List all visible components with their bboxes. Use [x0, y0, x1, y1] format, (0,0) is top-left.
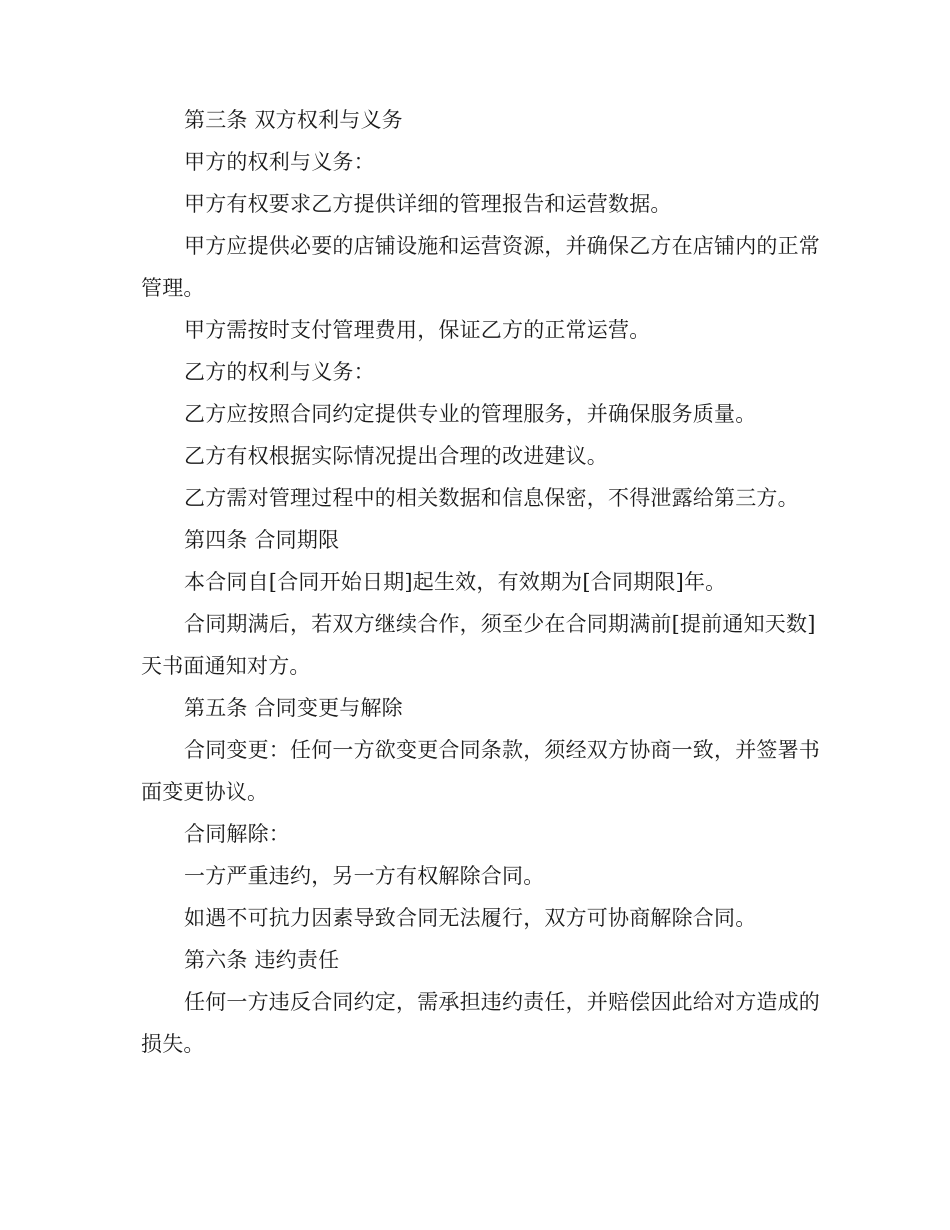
article-4-heading: 第四条 合同期限 — [184, 528, 340, 552]
article-3-heading: 第三条 双方权利与义务 — [184, 108, 403, 132]
party-b-clause-2: 乙方有权根据实际情况提出合理的改进建议。 — [184, 444, 608, 468]
article-6-heading: 第六条 违约责任 — [184, 948, 340, 972]
party-a-rights-heading: 甲方的权利与义务： — [184, 150, 375, 174]
liability-clause: 任何一方违反合同约定，需承担违约责任，并赔偿因此给对方造成的损失。 — [141, 990, 820, 1056]
term-clause-2: 合同期满后，若双方继续合作，须至少在合同期满前[提前通知天数]天书面通知对方。 — [141, 612, 816, 678]
amendment-clause: 合同变更：任何一方欲变更合同条款，须经双方协商一致，并签署书面变更协议。 — [141, 738, 820, 804]
party-a-clause-2: 甲方应提供必要的店铺设施和运营资源，并确保乙方在店铺内的正常管理。 — [141, 234, 820, 300]
termination-heading: 合同解除： — [184, 822, 290, 846]
termination-clause-2: 如遇不可抗力因素导致合同无法履行，双方可协商解除合同。 — [184, 906, 757, 930]
article-5-heading: 第五条 合同变更与解除 — [184, 696, 403, 720]
party-b-rights-heading: 乙方的权利与义务： — [184, 360, 375, 384]
party-b-clause-3: 乙方需对管理过程中的相关数据和信息保密，不得泄露给第三方。 — [184, 486, 799, 510]
termination-clause-1: 一方严重违约，另一方有权解除合同。 — [184, 864, 545, 888]
party-b-clause-1: 乙方应按照合同约定提供专业的管理服务，并确保服务质量。 — [184, 402, 757, 426]
document-body — [141, 99, 821, 1065]
term-clause-1: 本合同自[合同开始日期]起生效，有效期为[合同期限]年。 — [184, 570, 727, 594]
party-a-clause-3: 甲方需按时支付管理费用，保证乙方的正常运营。 — [184, 318, 651, 342]
party-a-clause-1: 甲方有权要求乙方提供详细的管理报告和运营数据。 — [184, 192, 672, 216]
